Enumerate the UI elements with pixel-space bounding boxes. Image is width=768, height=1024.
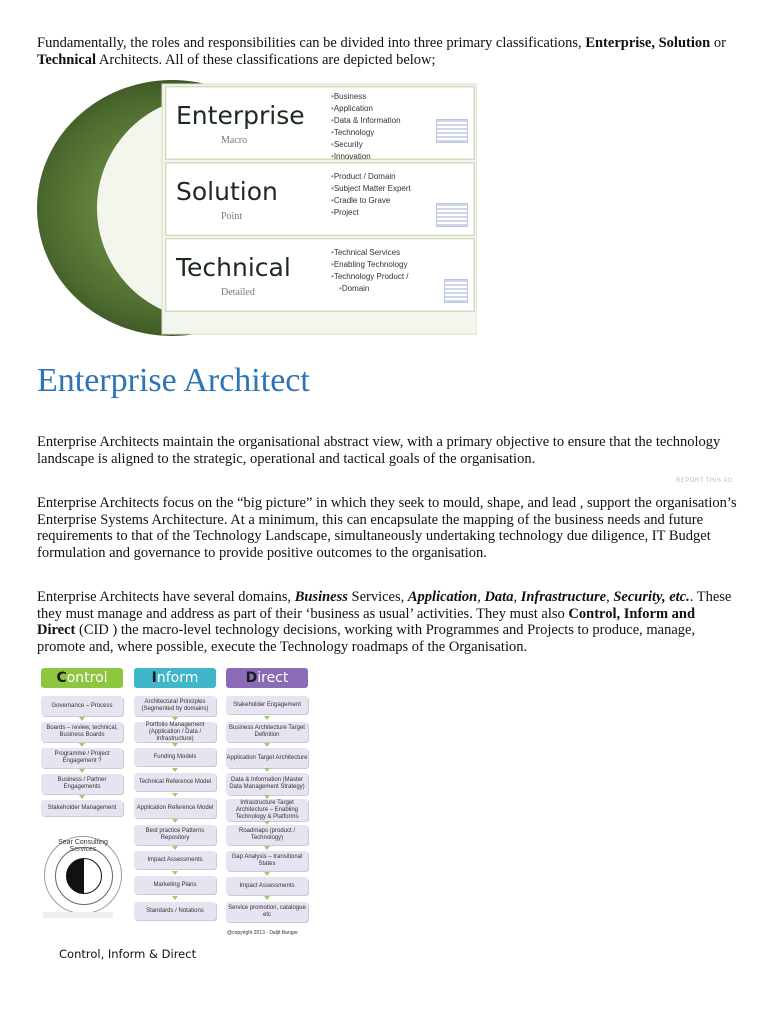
arrow-icon xyxy=(172,871,178,875)
direct-item: Infrastructure Target Architecture – Enabling Technology & Platforms xyxy=(226,799,308,821)
tier-enterprise-list: • Business • Application • Data & Information • Technology • Security • Innovation xyxy=(331,91,401,163)
control-item: Governance – Process xyxy=(41,696,123,716)
arrow-icon xyxy=(172,896,178,900)
arrow-icon xyxy=(264,716,270,720)
figure-caption: Control, Inform & Direct xyxy=(59,947,197,961)
control-item: Stakeholder Management xyxy=(41,800,123,816)
report-ad-label[interactable]: REPORT THIS AD xyxy=(676,478,733,484)
arrow-icon xyxy=(172,846,178,850)
control-header: C ontrol xyxy=(41,668,123,688)
architect-classifications-figure xyxy=(37,80,477,337)
arrow-icon xyxy=(264,846,270,850)
tier-technical-title: Technical xyxy=(176,253,291,282)
tier-enterprise xyxy=(165,86,475,160)
tier-technical-subtitle: Detailed xyxy=(221,287,255,298)
arrow-icon xyxy=(264,768,270,772)
direct-item: Roadmaps (product / Technology) xyxy=(226,825,308,845)
arrow-icon xyxy=(264,896,270,900)
arrow-icon xyxy=(172,768,178,772)
paragraph-objective: Enterprise Architects maintain the organisational abstract view, with a primary objective to ensure that the technology landscape is aligned to the strategic, operational and tactical goals of the organisation. xyxy=(37,434,721,467)
direct-item: Service promotion, catalogue etc xyxy=(226,902,308,922)
tier-solution-subtitle: Point xyxy=(221,211,243,222)
tier-technical-list: • Technical Services • Enabling Technology • Technology Product / • Domain xyxy=(331,247,409,295)
control-item: Boards – review, technical, Business Boards xyxy=(41,722,123,742)
section-heading: Enterprise Architect xyxy=(37,362,310,399)
inform-item: Standards / Notations xyxy=(134,902,216,920)
arrow-icon xyxy=(79,717,85,721)
technical-thumbnail xyxy=(444,279,468,303)
arrow-icon xyxy=(79,743,85,747)
arrow-icon xyxy=(172,743,178,747)
arrow-icon xyxy=(264,821,270,825)
paragraph-domains: Enterprise Architects have several domains, Business Services, Application, Data, Infrastructure, Security, etc.. These they must manage and address as part of their ‘business as usual’ activities. They must also Control, Inform and Direct (CID ) the macro-level technology decisions, working with Programmes and Projects to produce, manage, promote and, where possible, execute the Technology roadmaps of the Organisation. xyxy=(37,589,732,655)
arrow-icon xyxy=(172,819,178,823)
tier-solution xyxy=(165,162,475,236)
direct-item: Impact Assessments xyxy=(226,877,308,895)
direct-item: Application Target Architecture xyxy=(226,748,308,768)
arrow-icon xyxy=(79,769,85,773)
tier-enterprise-title: Enterprise xyxy=(176,101,305,130)
intro-paragraph: Fundamentally, the roles and responsibilities can be divided into three primary classifications, Enterprise, Solution or Technical Architects. All of these classifications are depicted below; xyxy=(37,35,726,68)
arrow-icon xyxy=(264,743,270,747)
inform-item: Portfolio Management (Application / Data / Infrastructure) xyxy=(134,722,216,742)
tier-enterprise-subtitle: Macro xyxy=(221,135,248,146)
arrow-icon xyxy=(172,717,178,721)
yin-yang-icon xyxy=(66,858,102,894)
arrow-icon xyxy=(264,872,270,876)
paragraph-big-picture: Enterprise Architects focus on the “big picture” in which they seek to mould, shape, and lead , support the organisation’s Enterprise Systems Architecture. At a minimum, this can encapsulate the mapping of the business needs and future requirements to that of the Technology Landscape, simultaneously undertaking technology due diligence, IT Budget formulation and governance to provide positive outcomes to the organisation. xyxy=(37,495,737,561)
solution-thumbnail xyxy=(436,203,468,227)
inform-item: Architectural Principles (Segmented by domains) xyxy=(134,696,216,716)
logo-base xyxy=(43,912,113,918)
inform-item: Marketing Plans xyxy=(134,876,216,894)
inform-item: Application Reference Model xyxy=(134,798,216,818)
inform-header: I nform xyxy=(134,668,216,688)
direct-header: D irect xyxy=(226,668,308,688)
direct-item: Stakeholder Engagement xyxy=(226,696,308,714)
inform-item: Best practice Patterns Repository xyxy=(134,825,216,845)
tier-solution-title: Solution xyxy=(176,177,278,206)
tier-technical xyxy=(165,238,475,312)
control-item: Business / Partner Engagements xyxy=(41,774,123,794)
consulting-logo: Sear Consulting Services xyxy=(44,836,122,914)
tier-solution-list: • Product / Domain • Subject Matter Expert • Cradle to Grave • Project xyxy=(331,171,411,219)
figure-copyright: @copyright 2013 - Daljit Banger xyxy=(227,930,298,936)
inform-item: Funding Models xyxy=(134,748,216,766)
arrow-icon xyxy=(172,793,178,797)
direct-item: Data & Information (Master Data Management Strategy) xyxy=(226,773,308,795)
inform-item: Technical Reference Model xyxy=(134,773,216,791)
arrow-icon xyxy=(264,795,270,799)
direct-item: Gap Analysis – transitional States xyxy=(226,851,308,871)
cid-figure xyxy=(37,668,312,940)
control-item: Programme / Project Engagement ? xyxy=(41,748,123,768)
arrow-icon xyxy=(79,795,85,799)
inform-item: Impact Assessments xyxy=(134,851,216,869)
enterprise-thumbnail xyxy=(436,119,468,143)
direct-item: Business Architecture Target Definition xyxy=(226,722,308,742)
